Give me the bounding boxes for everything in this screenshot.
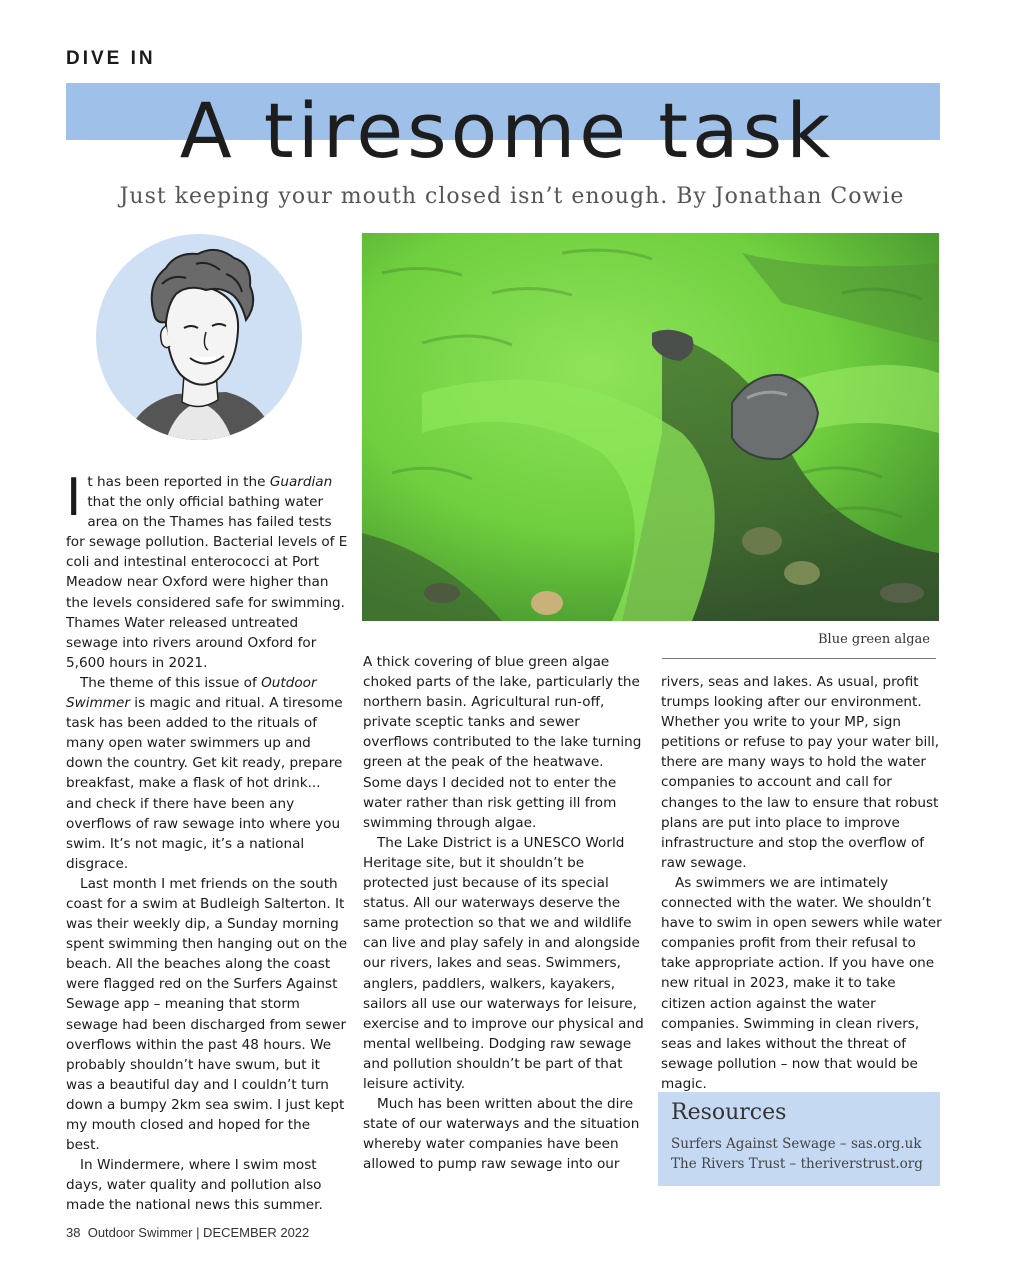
page-title: A tiresome task [179, 86, 835, 175]
paragraph [66, 673, 348, 874]
caption-divider [662, 658, 936, 659]
article-column-2 [363, 652, 645, 1174]
paragraph-text: t has been reported in the [87, 474, 270, 490]
resource-link-rivers-trust[interactable]: The Rivers Trust – theriverstrust.org [671, 1156, 923, 1172]
paragraph-text: The theme of this issue of [80, 674, 262, 691]
magazine-issue: Outdoor Swimmer | DECEMBER 2022 [87, 1225, 310, 1240]
photo-caption: Blue green algae [817, 632, 930, 647]
drop-cap: I [66, 468, 82, 528]
section-label: DIVE IN [66, 48, 156, 69]
article-column-3 [661, 672, 943, 1094]
paragraph: Last month I met friends on the south coast for a swim at Budleigh Salterton. It was their weekly dip, a Sunday morning spent swimming then hanging out on the beach. All the beaches along the coast were flagged red on the Surfers Against Sewage app – meaning that storm sewage had been discharged from sewer overflows within the past 48 hours. We probably shouldn’t have swum, but it was a beautiful day and I couldn’t turn down a bumpy 2km sea swim. I just kept my mouth closed and hoped for the best. [66, 875, 348, 1154]
paragraph: Much has been written about the dire state of our waterways and the situation whereby water companies have been allowed to pump raw sewage into our [363, 1096, 640, 1173]
algae-photo [362, 233, 939, 621]
publication-name: Guardian [269, 474, 333, 490]
paragraph-text: is magic and ritual. A tiresome task has been added to the rituals of many open water swimmers up and down the country. Get kit ready, prepare breakfast, make a flask of hot drink... and check if there have been any overflows of raw sewage into where you swim. It’s not magic, it’s a national disgrace. [66, 695, 343, 872]
resources-box [658, 1092, 940, 1186]
paragraph [66, 468, 348, 673]
paragraph-text: that the only official bathing water area on the Thames has failed tests for sewage pollution. Bacterial levels of E coli and intestinal enterococci at Port Meadow near Oxford were higher than the levels considered safe for swimming. Thames Water released untreated sewage into rivers around Oxford for 5,600 hours in 2021. [66, 494, 348, 671]
article-column-1 [66, 468, 348, 1215]
paragraph: A thick covering of blue green algae choked parts of the lake, particularly the northern basin. Agricultural run-off, private sceptic tanks and sewer overflows contributed to the lake turning green at the peak of the heatwave. Some days I decided not to enter the water rather than risk getting ill from swimming through algae. [363, 654, 642, 831]
author-portrait [96, 234, 302, 440]
page-footer [66, 1225, 309, 1240]
resource-link-sas[interactable]: Surfers Against Sewage – sas.org.uk [671, 1136, 922, 1152]
paragraph: In Windermere, where I swim most days, water quality and pollution also made the national news this summer. [66, 1157, 323, 1214]
magazine-name: Outdoor Swimmer [66, 674, 317, 712]
resources-title: Resources [671, 1100, 787, 1125]
page-number: 38 [66, 1225, 81, 1240]
paragraph: The Lake District is a UNESCO World Heritage site, but it shouldn’t be protected just because of its special status. All our waterways deserve the same protection so that we and wildlife can live and play safely in and alongside our rivers, lakes and seas. Swimmers, anglers, paddlers, walkers, kayakers, sailors all use our waterways for leisure, exercise and to improve our physical and mental wellbeing. Dodging raw sewage and pollution shouldn’t be part of that leisure activity. [363, 834, 644, 1092]
paragraph: As swimmers we are intimately connected with the water. We shouldn’t have to swim in open sewers while water companies profit from their refusal to take appropriate action. If you have one new ritual in 2023, make it to take citizen action against the water companies. Swimming in clean rivers, seas and lakes without the threat of sewage pollution – now that would be magic. [661, 874, 942, 1092]
paragraph: rivers, seas and lakes. As usual, profit trumps looking after our environment. Whether you write to your MP, sign petitions or refuse to pay your water bill, there are many ways to hold the water companies to account and call for changes to the law to ensure that robust plans are put into place to improve infrastructure and stop the overflow of raw sewage. [661, 674, 940, 871]
subtitle-byline: Just keeping your mouth closed isn’t enough. By Jonathan Cowie [119, 184, 905, 209]
